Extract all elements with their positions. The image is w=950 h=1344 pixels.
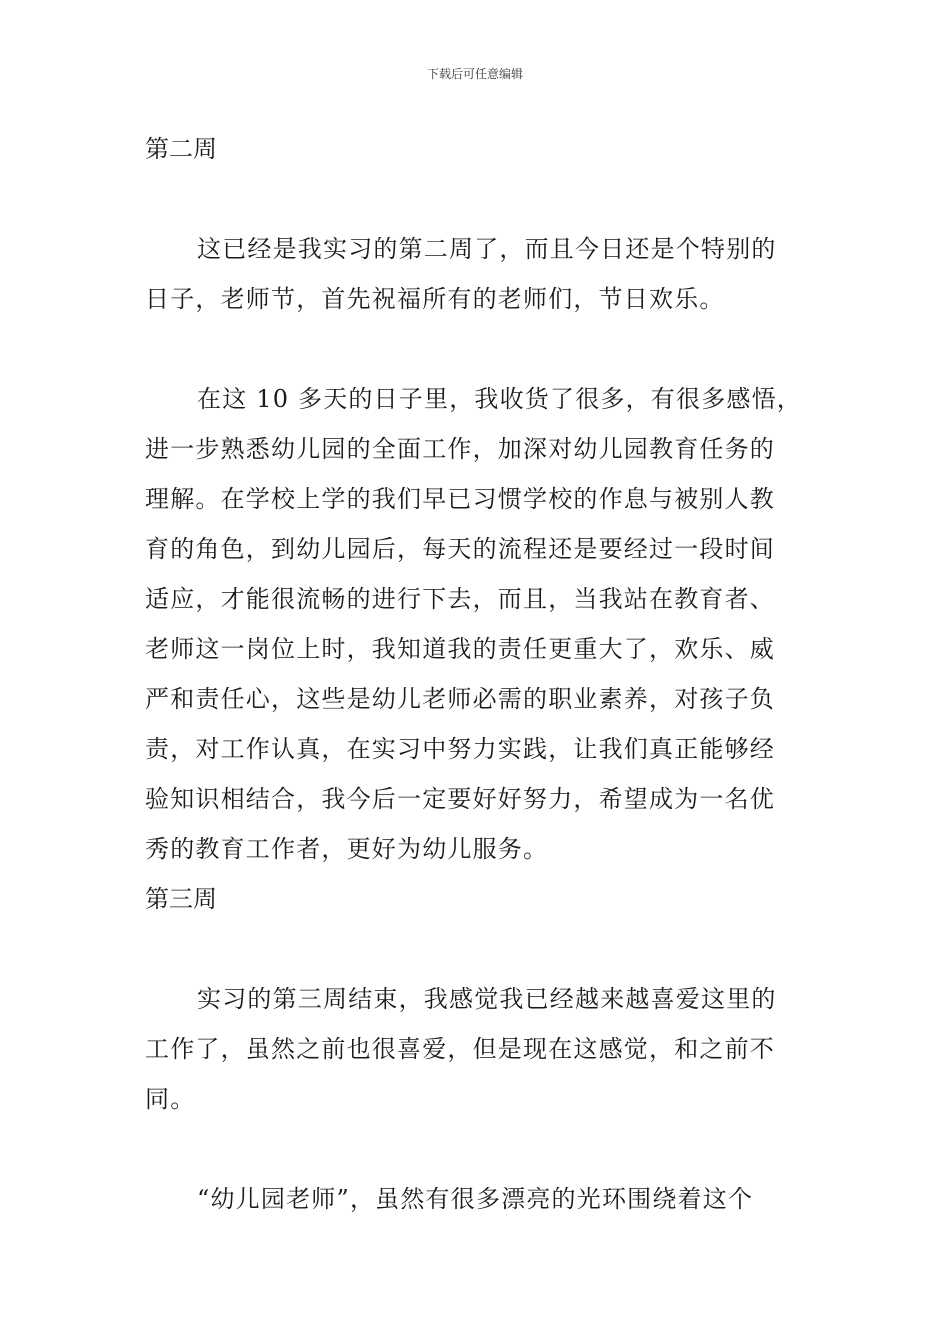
text-line: 育的角色，到幼儿园后，每天的流程还是要经过一段时间: [145, 535, 775, 563]
text-line: 适应，才能很流畅的进行下去，而且，当我站在教育者、: [145, 585, 775, 613]
text-line: 进一步熟悉幼儿园的全面工作，加深对幼儿园教育任务的: [145, 435, 775, 463]
header-note: 下载后可任意编辑: [426, 67, 523, 81]
text-line: 秀的教育工作者，更好为幼儿服务。: [145, 835, 549, 863]
paragraph-gap: [145, 924, 810, 974]
text-line: 这已经是我实习的第二周了，而且今日还是个特别的: [197, 235, 777, 263]
text-line: 老师这一岗位上时，我知道我的责任更重大了，欢乐、威: [145, 635, 775, 663]
text-line: 责，对工作认真，在实习中努力实践，让我们真正能够经: [145, 735, 775, 763]
text-line: 同。: [145, 1085, 196, 1113]
text-line: 验知识相结合，我今后一定要好好努力，希望成为一名优: [145, 785, 775, 813]
paragraph: [145, 1174, 810, 1224]
paragraph: [145, 974, 810, 1124]
paragraph-gap: [145, 1124, 810, 1174]
section-heading-week-3: 第三周: [145, 885, 217, 913]
paragraph-gap: [145, 324, 810, 374]
section-heading-week-2: 第二周: [145, 135, 217, 163]
paragraph-gap: [145, 174, 810, 224]
text-line: 严和责任心，这些是幼儿老师必需的职业素养，对孩子负: [145, 685, 775, 713]
text-line: 实习的第三周结束，我感觉我已经越来越喜爱这里的: [197, 985, 777, 1013]
text-line: 日子，老师节，首先祝福所有的老师们，节日欢乐。: [145, 285, 725, 313]
text-line: 工作了，虽然之前也很喜爱，但是现在这感觉，和之前不: [145, 1035, 775, 1063]
text-line: “幼儿园老师”，虽然有很多漂亮的光环围绕着这个: [197, 1185, 754, 1213]
text-line: 在这 10 多天的日子里，我收货了很多，有很多感悟，: [197, 385, 802, 413]
text-line: 理解。在学校上学的我们早已习惯学校的作息与被别人教: [145, 485, 775, 513]
paragraph: [145, 374, 810, 874]
document-body: [145, 124, 810, 1224]
paragraph: [145, 224, 810, 324]
